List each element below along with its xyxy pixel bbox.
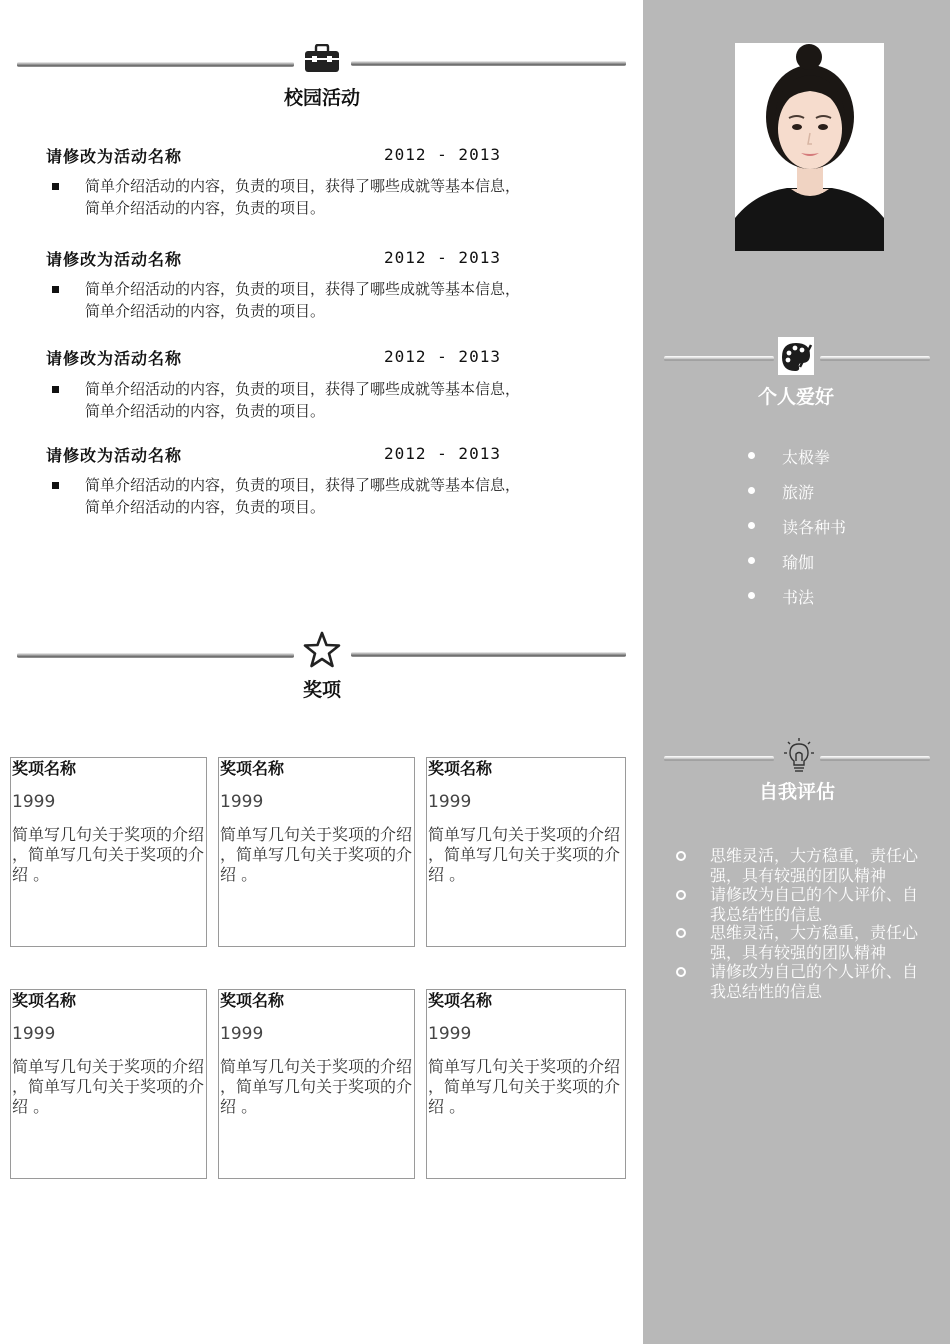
activity-date: 2012 - 2013 xyxy=(384,444,501,463)
self-eval-text: 请修改为自己的个人评价、自我总结性的信息 xyxy=(710,962,919,1001)
lightbulb-icon xyxy=(780,737,818,775)
award-description: 简单写几句关于奖项的介绍 ，简单写几句关于奖项的介绍 。 xyxy=(428,825,621,884)
award-year: 1999 xyxy=(428,792,472,812)
award-name: 奖项名称 xyxy=(220,991,285,1010)
bullet-dot xyxy=(748,592,755,599)
self-eval-text: 思维灵活，大方稳重，责任心强，具有较强的团队精神 xyxy=(710,846,919,885)
section-divider-left xyxy=(664,756,774,761)
section-title-activities: 校园活动 xyxy=(283,87,360,109)
palette-icon xyxy=(778,337,814,375)
award-card xyxy=(10,989,207,1179)
bullet-dot xyxy=(748,557,755,564)
bullet-ring xyxy=(676,851,686,861)
award-card xyxy=(218,989,415,1179)
award-name: 奖项名称 xyxy=(428,759,493,778)
award-year: 1999 xyxy=(220,1024,264,1044)
section-divider-right xyxy=(351,652,626,657)
bullet-ring xyxy=(676,890,686,900)
award-year: 1999 xyxy=(12,1024,56,1044)
award-card xyxy=(10,757,207,947)
briefcase-icon xyxy=(304,44,340,74)
award-name: 奖项名称 xyxy=(220,759,285,778)
bullet-marker xyxy=(52,286,59,293)
section-title-self-eval: 自我评估 xyxy=(758,781,835,803)
award-card xyxy=(426,989,626,1179)
award-card xyxy=(426,757,626,947)
activity-name: 请修改为活动名称 xyxy=(46,446,183,465)
activity-date: 2012 - 2013 xyxy=(384,347,501,366)
bullet-dot xyxy=(748,452,755,459)
award-name: 奖项名称 xyxy=(12,991,77,1010)
activity-description: 简单介绍活动的内容，负责的项目，获得了哪些成就等基本信息，简单介绍活动的内容，负责的项目。 xyxy=(85,476,521,516)
award-name: 奖项名称 xyxy=(428,991,493,1010)
profile-photo xyxy=(735,43,884,251)
bullet-marker xyxy=(52,482,59,489)
section-title-awards: 奖项 xyxy=(302,679,341,701)
award-year: 1999 xyxy=(220,792,264,812)
award-year: 1999 xyxy=(428,1024,472,1044)
award-description: 简单写几句关于奖项的介绍 ，简单写几句关于奖项的介绍 。 xyxy=(428,1057,621,1116)
activity-name: 请修改为活动名称 xyxy=(46,250,183,269)
hobby-label: 太极拳 xyxy=(782,448,831,467)
bullet-dot xyxy=(748,522,755,529)
bullet-marker xyxy=(52,386,59,393)
activity-name: 请修改为活动名称 xyxy=(46,349,183,368)
award-description: 简单写几句关于奖项的介绍 ，简单写几句关于奖项的介绍 。 xyxy=(12,825,205,884)
activity-description: 简单介绍活动的内容，负责的项目，获得了哪些成就等基本信息，简单介绍活动的内容，负责的项目。 xyxy=(85,280,521,320)
section-divider-left xyxy=(17,653,294,658)
section-divider-left xyxy=(664,356,774,361)
self-eval-text: 思维灵活，大方稳重，责任心强，具有较强的团队精神 xyxy=(710,923,919,962)
activity-description: 简单介绍活动的内容，负责的项目，获得了哪些成就等基本信息，简单介绍活动的内容，负责的项目。 xyxy=(85,380,521,420)
bullet-ring xyxy=(676,967,686,977)
award-description: 简单写几句关于奖项的介绍 ，简单写几句关于奖项的介绍 。 xyxy=(12,1057,205,1116)
activity-date: 2012 - 2013 xyxy=(384,248,501,267)
bullet-ring xyxy=(676,928,686,938)
activity-date: 2012 - 2013 xyxy=(384,145,501,164)
hobby-label: 书法 xyxy=(782,588,815,607)
activity-description: 简单介绍活动的内容，负责的项目，获得了哪些成就等基本信息，简单介绍活动的内容，负责的项目。 xyxy=(85,177,521,217)
hobby-label: 瑜伽 xyxy=(782,553,815,572)
star-icon xyxy=(303,631,341,669)
award-year: 1999 xyxy=(12,792,56,812)
section-divider-right xyxy=(351,61,626,66)
award-name: 奖项名称 xyxy=(12,759,77,778)
bullet-marker xyxy=(52,183,59,190)
section-divider-right xyxy=(820,356,930,361)
section-divider-right xyxy=(820,756,930,761)
bullet-dot xyxy=(748,487,755,494)
award-description: 简单写几句关于奖项的介绍 ，简单写几句关于奖项的介绍 。 xyxy=(220,825,413,884)
section-title-hobbies: 个人爱好 xyxy=(757,386,834,408)
self-eval-text: 请修改为自己的个人评价、自我总结性的信息 xyxy=(710,885,919,924)
award-card xyxy=(218,757,415,947)
award-description: 简单写几句关于奖项的介绍 ，简单写几句关于奖项的介绍 。 xyxy=(220,1057,413,1116)
hobby-label: 读各种书 xyxy=(782,518,847,537)
hobby-label: 旅游 xyxy=(782,483,815,502)
activity-name: 请修改为活动名称 xyxy=(46,147,183,166)
section-divider-left xyxy=(17,62,294,67)
